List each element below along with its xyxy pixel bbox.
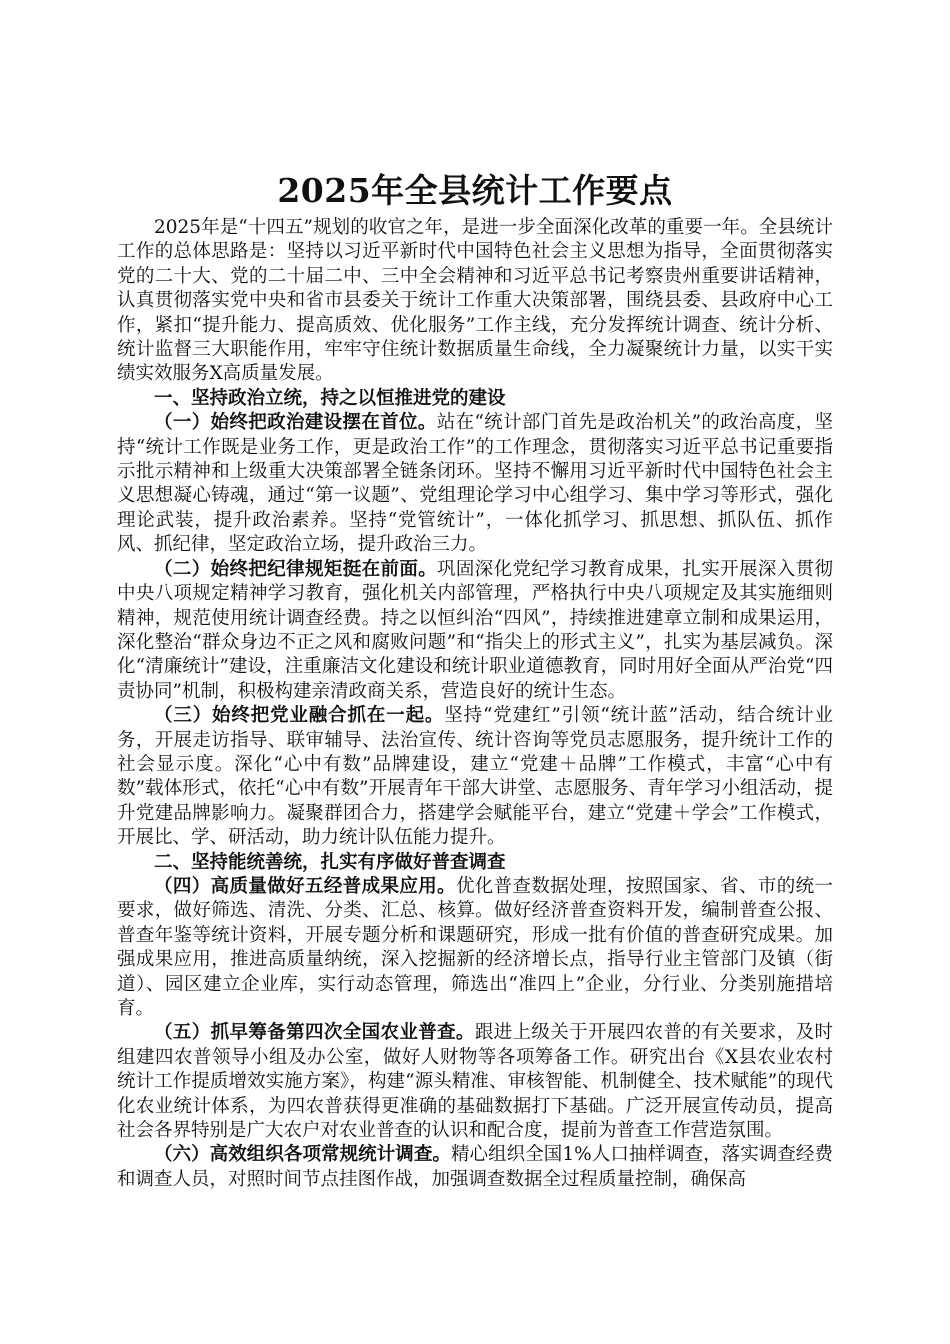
- paragraph-lead: （六）高效组织各项常规统计调查。: [154, 1144, 451, 1166]
- document-page: [117, 168, 833, 1192]
- paragraph-lead: （二）始终把纪律规矩挺在前面。: [154, 558, 438, 580]
- paragraph-lead: （四）高质量做好五经普成果应用。: [154, 875, 456, 897]
- paragraph-item-3: [117, 704, 833, 850]
- paragraph-lead: （五）抓早筹备第四次全国农业普查。: [154, 1022, 475, 1044]
- paragraph-item-2: [117, 558, 833, 704]
- paragraph-text: 跟进上级关于开展四农普的有关要求，及时组建四农普领导小组及办公室，做好人财物等各项筹备工作。研究出台《X县农业农村统计工作提质增效实施方案》，构建“源头精准、审核智能、机制健全、技术赋能”的现代化农业统计体系，为四农普获得更准确的基础数据打下基础。广泛开展宣传动员，提高社会各界特别是广大农户对农业普查的认识和配合度，提前为普查工作营造氛围。: [117, 1022, 833, 1142]
- paragraph-text: 站在“统计部门首先是政治机关”的政治高度，坚持“统计工作既是业务工作，更是政治工作”的工作理念，贯彻落实习近平总书记重要指示批示精神和上级重大决策部署全链条闭环。坚持不懈用习近平新时代中国特色社会主义思想凝心铸魂，通过“第一议题”、党组理论学习中心组学习、集中学习等形式，强化理论武装，提升政治素养。坚持“党管统计”，一体化抓学习、抓思想、抓队伍、抓作风、抓纪律，坚定政治立场，提升政治三力。: [117, 412, 833, 556]
- document-title: 2025年全县统计工作要点: [277, 171, 673, 210]
- paragraph-item-6: [117, 1143, 833, 1192]
- intro-paragraph: 2025年是“十四五”规划的收官之年，是进一步全面深化改革的重要一年。全县统计工作的总体思路是：坚持以习近平新时代中国特色社会主义思想为指导，全面贯彻落实党的二十大、党的二十届二中、三中全会精神和习近平总书记考察贵州重要讲话精神，认真贯彻落实党中央和省市县委关于统计工作重大决策部署，围绕县委、县政府中心工作，紧扣“提升能力、提高质效、优化服务”工作主线，充分发挥统计调查、统计分析、统计监督三大职能作用，牢牢守住统计数据质量生命线，全力凝聚统计力量，以实干实绩实效服务X高质量发展。: [117, 217, 833, 385]
- section-heading-2: 二、坚持能统善统，扎实有序做好普查调查: [154, 851, 506, 873]
- section-heading-1: 一、坚持政治立统，持之以恒推进党的建设: [154, 387, 506, 409]
- paragraph-text: 坚持“党建红”引领“统计蓝”活动，结合统计业务，开展走访指导、联审辅导、法治宣传、统计咨询等党员志愿服务，提升统计工作的社会显示度。深化“心中有数”品牌建设，建立“党建＋品牌”工作模式，丰富“心中有数”载体形式，依托“心中有数”开展青年干部大讲堂、志愿服务、青年学习小组活动，提升党建品牌影响力。凝聚群团合力，搭建学会赋能平台，建立“党建＋学会”工作模式，开展比、学、研活动，助力统计队伍能力提升。: [117, 705, 833, 849]
- paragraph-lead: （一）始终把政治建设摆在首位。: [154, 412, 437, 434]
- paragraph-lead: （三）始终把党业融合抓在一起。: [154, 705, 445, 727]
- paragraph-item-1: [117, 411, 833, 557]
- paragraph-text: 优化普查数据处理，按照国家、省、市的统一要求，做好筛选、清洗、分类、汇总、核算。做好经济普查资料开发，编制普查公报、普查年鉴等统计资料，开展专题分析和课题研究，形成一批有价值的普查研究成果。加强成果应用，推进高质量纳统，深入挖掘新的经济增长点，指导行业主管部门及镇（街道）、园区建立企业库，实行动态管理，筛选出“准四上”企业，分行业、分类别施措培育。: [117, 875, 833, 1019]
- paragraph-item-5: [117, 1021, 833, 1143]
- paragraph-item-4: [117, 875, 833, 1021]
- paragraph-text: 精心组织全国1%人口抽样调查，落实调查经费和调查人员，对照时间节点挂图作战，加强调查数据全过程质量控制，确保高: [117, 1144, 833, 1190]
- paragraph-text: 巩固深化党纪学习教育成果，扎实开展深入贯彻中央八项规定精神学习教育，强化机关内部管理，严格执行中央八项规定及其实施细则精神，规范使用统计调查经费。持之以恒纠治“四风”，持续推进建章立制和成果运用，深化整治“群众身边不正之风和腐败问题”和“指尖上的形式主义”，扎实为基层减负。深化“清廉统计”建设，注重廉洁文化建设和统计职业道德教育，同时用好全面从严治党“四责协同”机制，积极构建亲清政商关系，营造良好的统计生态。: [117, 558, 833, 702]
